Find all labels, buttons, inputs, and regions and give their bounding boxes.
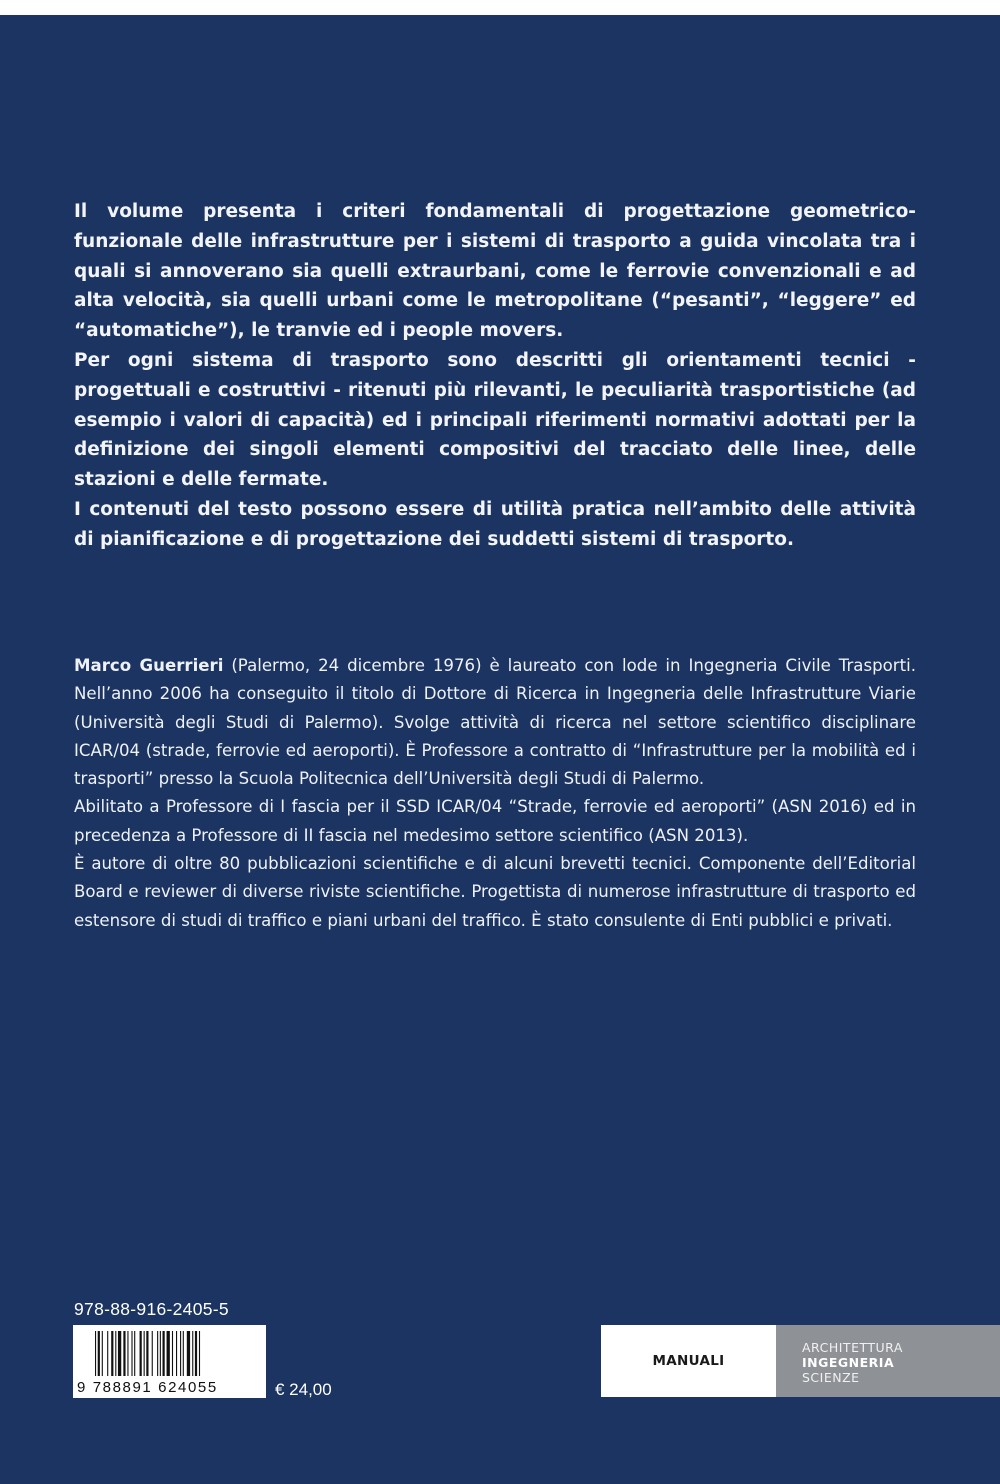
bio-paragraph-1-text: (Palermo, 24 dicembre 1976) è laureato con lode in Ingegneria Civile Trasporti. Nell’anno 2006 ha conseguito il titolo di Dottore di Ricerca in Ingegneria delle Infrastrutture Viarie (Università degli Studi di Palermo). Svolge attività di ricerca nel settore scientifico disciplinare ICAR/04 (strade, ferrovie ed aeroporti). È Professore a contratto di “Infrastrutture per la mobilità ed i trasporti” presso la Scuola Politecnica dell’Università degli Studi di Palermo. (74, 656, 916, 789)
top-border (0, 0, 1000, 15)
author-name: Marco Guerrieri (74, 656, 224, 675)
author-biography (74, 652, 916, 935)
barcode-digits: 9 788891 624055 (77, 1379, 218, 1396)
series-label: MANUALI (652, 1353, 725, 1369)
series-label-box (601, 1325, 776, 1397)
bio-paragraph-1 (74, 652, 916, 793)
series-categories-box (776, 1325, 1000, 1397)
description-paragraph-1: Il volume presenta i criteri fondamentali di progettazione geometrico-funzionale delle infrastrutture per i sistemi di trasporto a guida vincolata tra i quali si annoverano sia quelli extraurbani, come le ferrovie convenzionali e ad alta velocità, sia quelli urbani come le metropolitane (“pesanti”, “leggere” ed “automatiche”), le tranvie ed i people movers. (74, 201, 916, 342)
description-paragraph-3: I contenuti del testo possono essere di utilità pratica nell’ambito delle attività di pianificazione e di progettazione dei suddetti sistemi di trasporto. (74, 498, 916, 550)
category-architettura: ARCHITETTURA (802, 1340, 903, 1355)
description-paragraph-2: Per ogni sistema di trasporto sono descritti gli orientamenti tecnici - progettuali e costruttivi - ritenuti più rilevanti, le peculiarità trasportistiche (ad esempio i valori di capacità) ed i principali riferimenti normativi adottati per la definizione dei singoli elementi compositivi del tracciato delle linee, delle stazioni e delle fermate. (74, 349, 916, 491)
category-ingegneria: INGEGNERIA (802, 1355, 895, 1370)
price: € 24,00 (275, 1380, 332, 1399)
category-scienze: SCIENZE (802, 1370, 860, 1385)
barcode (73, 1325, 266, 1398)
bio-paragraph-2: Abilitato a Professore di I fascia per il SSD ICAR/04 “Strade, ferrovie ed aeroporti” (ASN 2016) ed in precedenza a Professore di II fascia nel medesimo settore scientifico (ASN 2013). (74, 797, 916, 845)
barcode-bars (95, 1331, 245, 1376)
isbn-number: 978-88-916-2405-5 (74, 1299, 229, 1319)
bio-paragraph-3: È autore di oltre 80 pubblicazioni scientifiche e di alcuni brevetti tecnici. Componente dell’Editorial Board e reviewer di diverse riviste scientifiche. Progettista di numerose infrastrutture di trasporto ed estensore di studi di traffico e piani urbani del traffico. È stato consulente di Enti pubblici e privati. (74, 854, 916, 930)
book-description (74, 197, 916, 555)
